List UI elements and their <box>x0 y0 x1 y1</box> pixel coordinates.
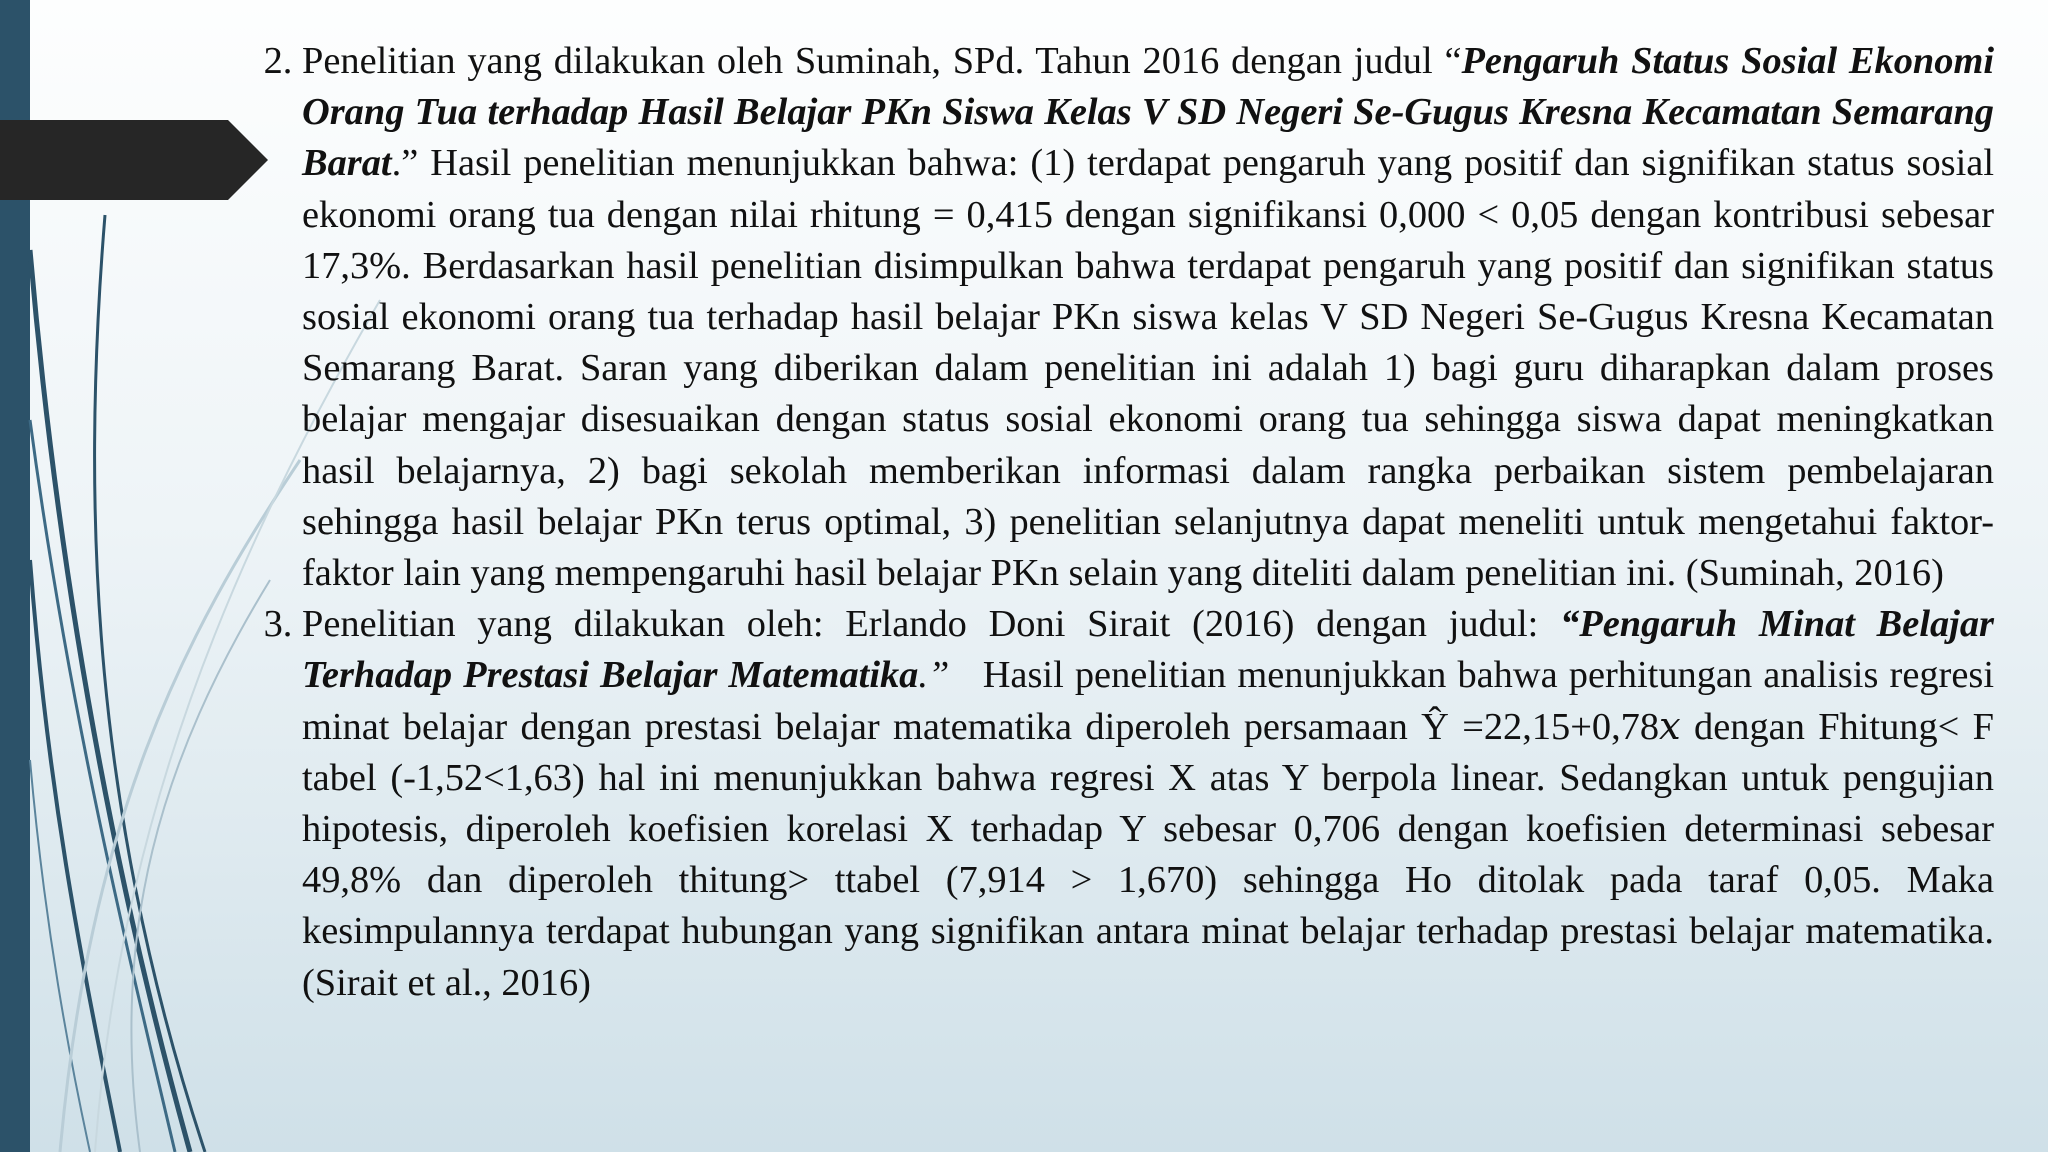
item-2-title-close: .” <box>391 142 419 185</box>
item-2-body: Hasil penelitian menunjukkan bahwa: (1) terdapat pengaruh yang positif dan signifikan status sosial ekonomi orang tua dengan nilai rhitung = 0,415 dengan signifikansi 0,000 < 0,05 dengan kontribusi sebesar 17,3%. Berdasarkan hasil penelitian disimpulkan bahwa terdapat pengaruh yang positif dan signifikan status sosial ekonomi orang tua terhadap hasil belajar PKn siswa kelas V SD Negeri Se-Gugus Kresna Kecamatan Semarang Barat. Saran yang diberikan dalam penelitian ini adalah 1) bagi guru diharapkan dalam proses belajar mengajar disesuaikan dengan status sosial ekonomi orang tua sehingga siswa dapat meningkatkan hasil belajarnya, 2) bagi sekolah memberikan informasi dalam rangka perbaikan sistem pembelajaran sehingga hasil belajar PKn terus optimal, 3) penelitian selanjutnya dapat meneliti untuk mengetahui faktor-faktor lain yang mempengaruhi hasil belajar PKn selain yang diteliti dalam penelitian ini. (Suminah, 2016) <box>302 142 1994 595</box>
item-3-body: Hasil penelitian menunjukkan bahwa perhitungan analisis regresi minat belajar dengan prestasi belajar matematika diperoleh persamaan Ŷ =22,15+0,78𝑥 dengan Fhitung< F tabel (-1,52<1,63) hal ini menunjukkan bahwa regresi X atas Y berpola linear. Sedangkan untuk pengujian hipotesis, diperoleh koefisien korelasi X terhadap Y sebesar 0,706 dengan koefisien determinasi sebesar 49,8% dan diperoleh thitung> ttabel (7,914 > 1,670) sehingga Ho ditolak pada taraf 0,05. Maka kesimpulannya terdapat hubungan yang signifikan antara minat belajar terhadap prestasi belajar matematika. (Sirait et al., 2016) <box>302 654 1994 1004</box>
list-item-3 <box>302 599 1994 1009</box>
item-2-intro: Penelitian yang dilakukan oleh Suminah, SPd. Tahun 2016 dengan judul “ <box>302 40 1462 82</box>
list-item-2 <box>302 36 1994 599</box>
item-3-title: “Pengaruh Minat Belajar Terhadap Prestasi Belajar Matematika <box>302 603 1994 697</box>
slide-body <box>242 36 1994 1009</box>
item-2-title: Pengaruh Status Sosial Ekonomi Orang Tua terhadap Hasil Belajar PKn Siswa Kelas V SD Negeri Se-Gugus Kresna Kecamatan Semarang Barat <box>302 40 1994 185</box>
arrow-bullet-shape <box>0 0 280 210</box>
item-3-title-close: .” <box>918 654 950 697</box>
item-3-intro: Penelitian yang dilakukan oleh: Erlando Doni Sirait (2016) dengan judul: <box>302 603 1561 646</box>
research-list <box>242 36 1994 1009</box>
